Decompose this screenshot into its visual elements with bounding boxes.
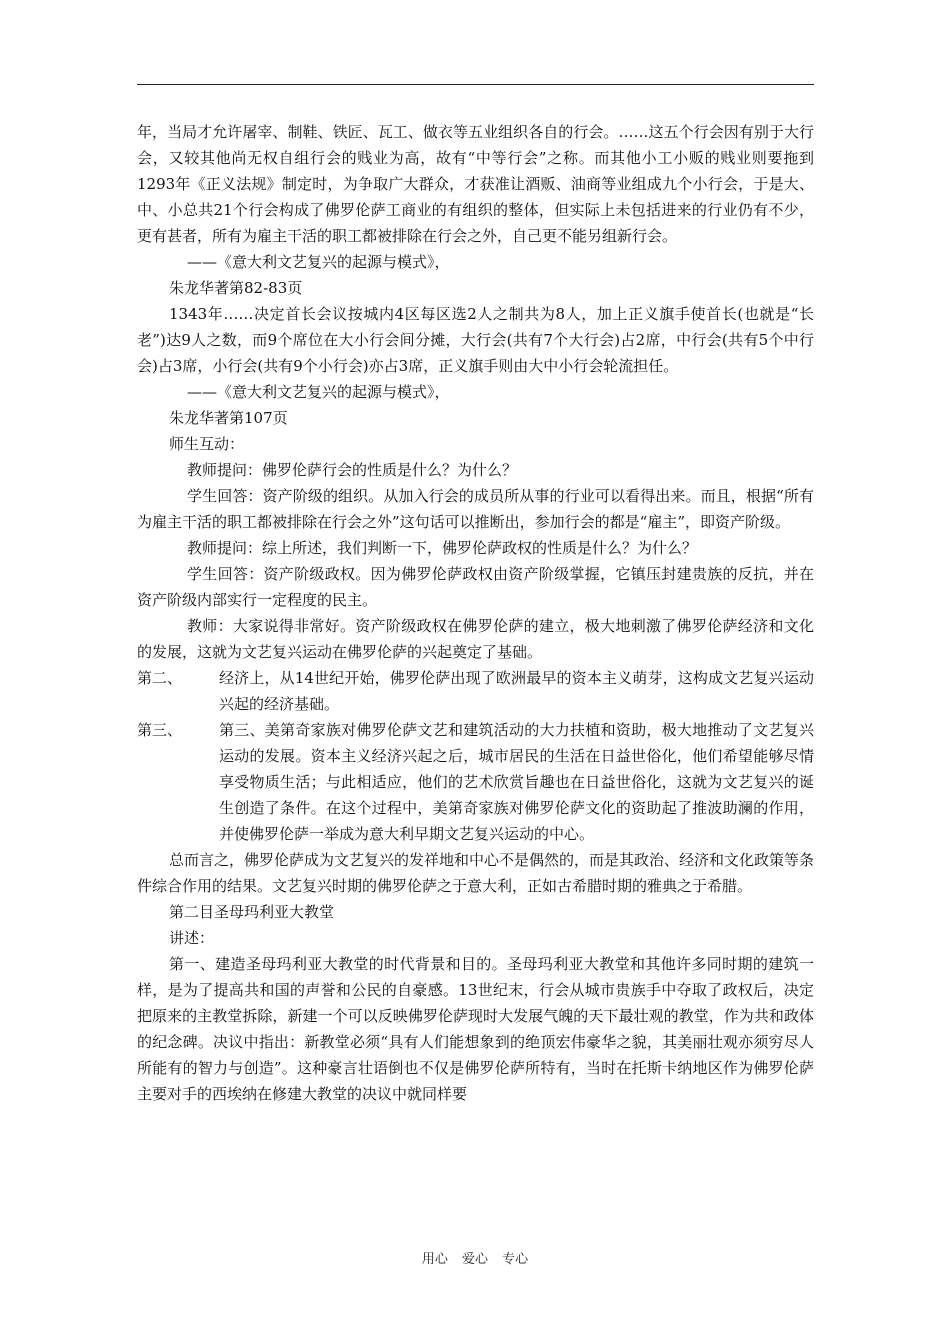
list-item-text: 第三、美第奇家族对佛罗伦萨文艺和建筑活动的大力扶植和资助，极大地推动了文艺复兴运动的发展。资本主义经济兴起之后，城市居民的生活在日益世俗化，他们希望能够尽情享受物质生活；与此相适应，他们的艺术欣赏旨趣也在日益世俗化，这就为文艺复兴的诞生创造了条件。在这个过程中，美第奇家族对佛罗伦萨文化的资助起了推波助澜的作用，并使佛罗伦萨一举成为意大利早期文艺复兴运动的中心。 xyxy=(219,721,814,843)
teacher-comment: 教师：大家说得非常好。资产阶级政权在佛罗伦萨的建立，极大地刺激了佛罗伦萨经济和文化的发展，这就为文艺复兴运动在佛罗伦萨的兴起奠定了基础。 xyxy=(137,617,814,661)
citation-author: 朱龙华著第107页 xyxy=(169,409,288,427)
citation-author: 朱龙华著第82-83页 xyxy=(169,279,303,297)
document-body xyxy=(137,119,814,1107)
citation-title: ——《意大利文艺复兴的起源与模式》， xyxy=(187,383,450,401)
list-item-label: 第二、 xyxy=(137,669,183,687)
student-answer: 学生回答：资产阶级政权。因为佛罗伦萨政权由资产阶级掌握，它镇压封建贵族的反抗，并在资产阶级内部实行一定程度的民主。 xyxy=(137,565,814,609)
list-item xyxy=(137,665,814,717)
header-rule xyxy=(137,84,814,85)
list-item xyxy=(137,717,814,847)
section-heading: 第二目圣母玛利亚大教堂 xyxy=(169,903,335,921)
teacher-question: 教师提问：综上所述，我们判断一下，佛罗伦萨政权的性质是什么？为什么？ xyxy=(187,539,698,557)
page-footer: 用心 爱心 专心 xyxy=(421,1252,529,1267)
section-label: 师生互动： xyxy=(169,435,245,453)
student-answer: 学生回答：资产阶级的组织。从加入行会的成员所从事的行业可以看得出来。而且，根据“所有为雇主干活的职工都被排除在行会之外”这句话可以推断出，参加行会的都是“雇主”，即资产阶级。 xyxy=(137,487,814,531)
lecture-label: 讲述： xyxy=(169,929,215,947)
paragraph: 1343年……决定首长会议按城内4区每区选2人之制共为8人，加上正义旗手使首长(也就是“长老”)达9人之数，而9个席位在大小行会间分摊，大行会(共有7个大行会)占2席，中行会(共有5个中行会)占3席，小行会(共有9个小行会)亦占3席，正义旗手则由大中小行会轮流担任。 xyxy=(137,305,814,375)
paragraph: 第一、建造圣母玛利亚大教堂的时代背景和目的。圣母玛利亚大教堂和其他许多同时期的建筑一样，是为了提高共和国的声誉和公民的自豪感。13世纪末，行会从城市贵族手中夺取了政权后，决定把原来的主教堂拆除，新建一个可以反映佛罗伦萨现时大发展气魄的天下最壮观的教堂，作为共和政体的纪念碑。决议中指出：新教堂必须“具有人们能想象到的绝顶宏伟豪华之貌，其美丽壮观亦须穷尽人所能有的智力与创造”。这种豪言壮语倒也不仅是佛罗伦萨所特有，当时在托斯卡纳地区作为佛罗伦萨主要对手的西埃纳在修建大教堂的决议中就同样要 xyxy=(137,955,814,1103)
paragraph: 年，当局才允许屠宰、制鞋、铁匠、瓦工、做衣等五业组织各自的行会。……这五个行会因有别于大行会，又较其他尚无权自组行会的贱业为高，故有“中等行会”之称。而其他小工小贩的贱业则要拖到1293年《正义法规》制定时，为争取广大群众，才获准让酒贩、油商等业组成九个小行会，于是大、中、小总共21个行会构成了佛罗伦萨工商业的有组织的整体，但实际上未包括进来的行业仍有不少，更有甚者，所有为雇主干活的职工都被排除在行会之外，自己更不能另组新行会。 xyxy=(137,123,814,245)
list-item-label: 第三、 xyxy=(137,721,183,739)
summary-paragraph: 总而言之，佛罗伦萨成为文艺复兴的发祥地和中心不是偶然的，而是其政治、经济和文化政策等条件综合作用的结果。文艺复兴时期的佛罗伦萨之于意大利，正如古希腊时期的雅典之于希腊。 xyxy=(137,851,815,895)
citation-title: ——《意大利文艺复兴的起源与模式》， xyxy=(187,253,450,271)
teacher-question: 教师提问：佛罗伦萨行会的性质是什么？为什么？ xyxy=(187,461,518,479)
list-item-text: 经济上，从14世纪开始，佛罗伦萨出现了欧洲最早的资本主义萌芽，这构成文艺复兴运动兴起的经济基础。 xyxy=(219,669,814,713)
